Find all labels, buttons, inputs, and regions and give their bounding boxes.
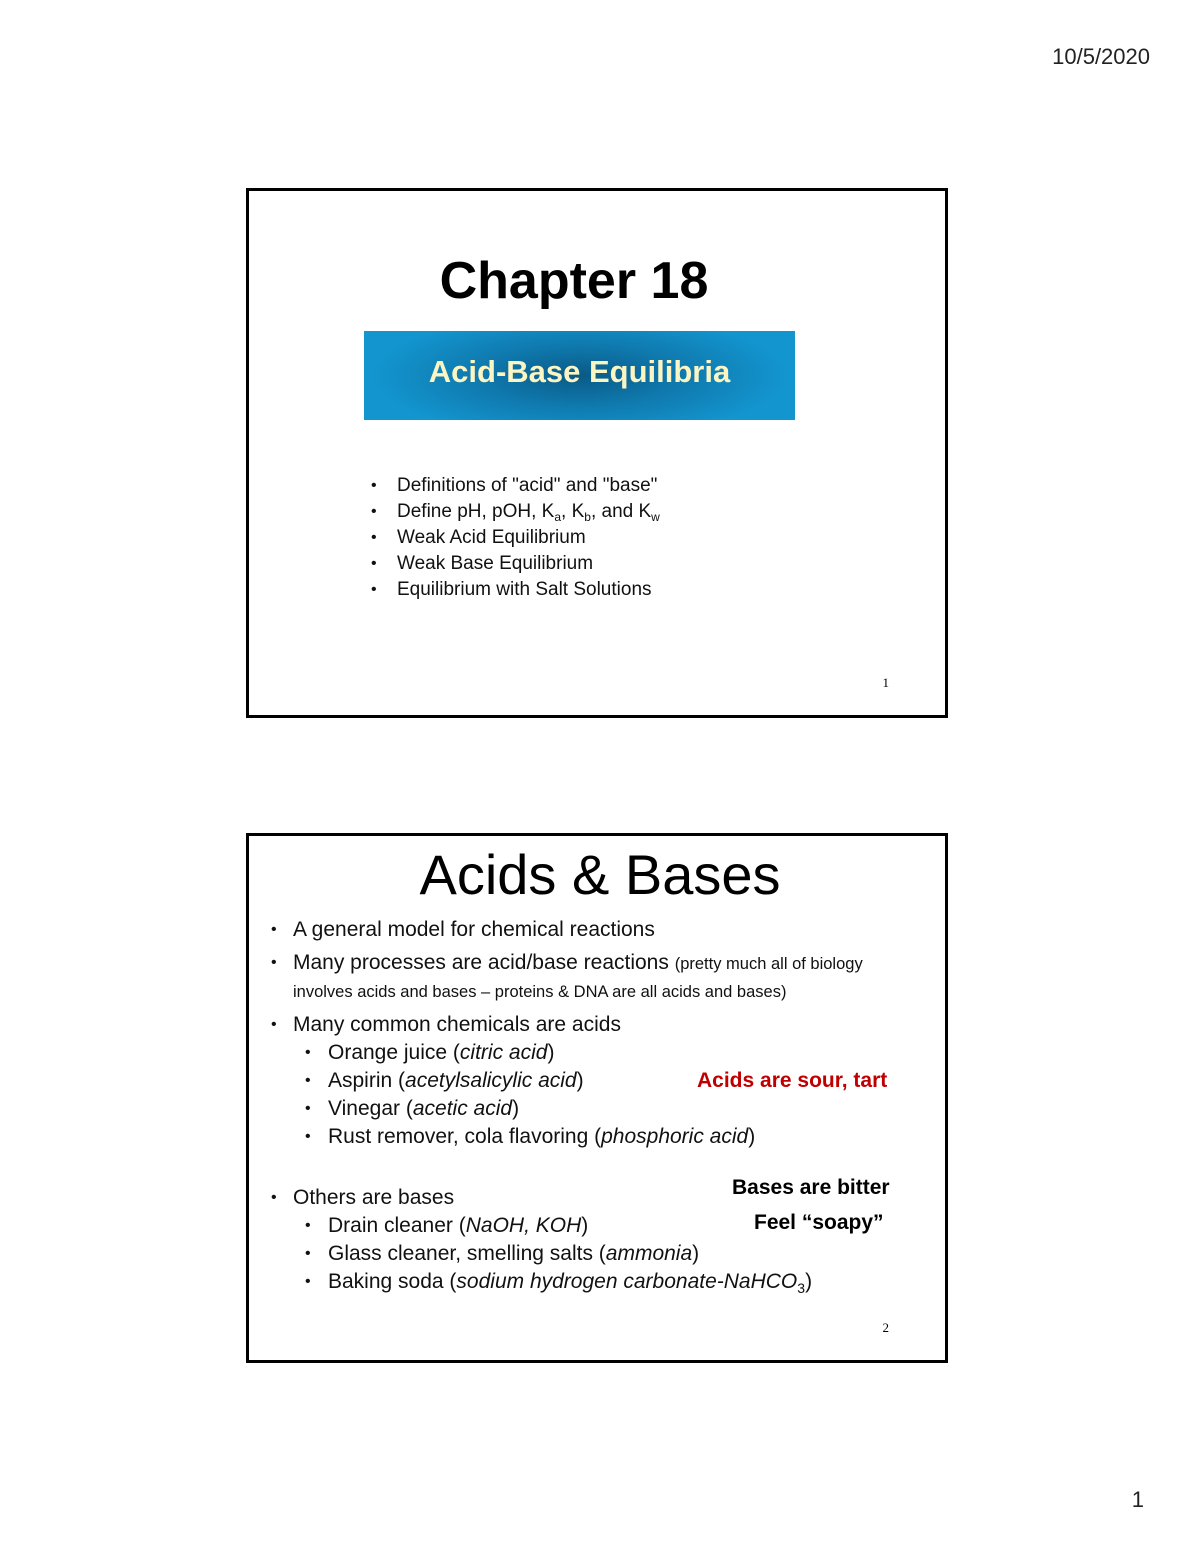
bullet-icon: • xyxy=(271,1189,277,1206)
list-item: • Equilibrium with Salt Solutions xyxy=(367,577,660,603)
bullet-icon: • xyxy=(371,529,377,546)
acid-item: • Vinegar (acetic acid) xyxy=(267,1095,863,1123)
bullet-icon: • xyxy=(371,581,377,598)
list-item: • Weak Base Equilibrium xyxy=(367,551,660,577)
list-item: • A general model for chemical reactions xyxy=(267,916,863,944)
bullet-icon: • xyxy=(371,555,377,572)
bullet-icon: • xyxy=(305,1217,311,1234)
base-item: • Baking soda (sodium hydrogen carbonate-NaHCO$_3$) xyxy=(305,1270,813,1296)
acid-item: • Orange juice (citric acid) xyxy=(267,1039,863,1067)
page-number: 1 xyxy=(1131,1487,1144,1512)
slide-title: Acids & Bases xyxy=(419,843,781,906)
bullet-icon: • xyxy=(271,1016,277,1033)
base-item: • Drain cleaner (NaOH, KOH) xyxy=(267,1212,863,1240)
bullet-icon: • xyxy=(371,477,377,494)
acid-item: • Rust remover, cola flavoring (phosphoric acid) xyxy=(267,1123,863,1151)
banner-text: Acid-Base Equilibria xyxy=(428,353,731,389)
list-item: • Many common chemicals are acids xyxy=(267,1011,863,1039)
bullet-icon: • xyxy=(305,1128,311,1145)
slide-1 xyxy=(246,188,948,718)
list-item: • Others are bases xyxy=(267,1184,863,1212)
bullet-icon: • xyxy=(305,1100,311,1117)
slide-number: 1 xyxy=(882,675,889,690)
list-item: • Many processes are acid/base reactions (pretty much all of biology xyxy=(267,949,863,978)
list-item: • Definitions of "acid" and "base" xyxy=(367,473,660,499)
bullet-icon: • xyxy=(305,1273,311,1290)
bullet-icon: • xyxy=(305,1072,311,1089)
slide-title: Chapter 18 xyxy=(439,252,709,310)
subtitle-banner xyxy=(364,331,795,420)
slide-number: 2 xyxy=(882,1320,889,1335)
bases-callout: Bases are bitter xyxy=(732,1176,890,1199)
note-continuation: involves acids and bases – proteins & DNA are all acids and bases) xyxy=(293,983,787,1001)
acids-callout: Acids are sour, tart xyxy=(697,1069,888,1092)
bullet-icon: • xyxy=(271,954,277,971)
slide-2 xyxy=(246,833,948,1363)
base-item: • Glass cleaner, smelling salts (ammonia) xyxy=(267,1240,863,1268)
page-date: 10/5/2020 xyxy=(1052,44,1150,69)
list-item: • Weak Acid Equilibrium xyxy=(367,525,660,551)
bullet-icon: • xyxy=(305,1245,311,1262)
list-item: • Define pH, pOH, $K_a$, $K_b$, and $K_w$ xyxy=(371,501,660,524)
acid-item: • Aspirin (acetylsalicylic acid) xyxy=(267,1067,863,1095)
soapy-callout: Feel “soapy” xyxy=(754,1211,884,1234)
bullet-icon: • xyxy=(371,503,377,520)
topic-list xyxy=(367,473,660,603)
bullet-icon: • xyxy=(271,921,277,938)
content-list xyxy=(267,916,863,1296)
bullet-icon: • xyxy=(305,1044,311,1061)
